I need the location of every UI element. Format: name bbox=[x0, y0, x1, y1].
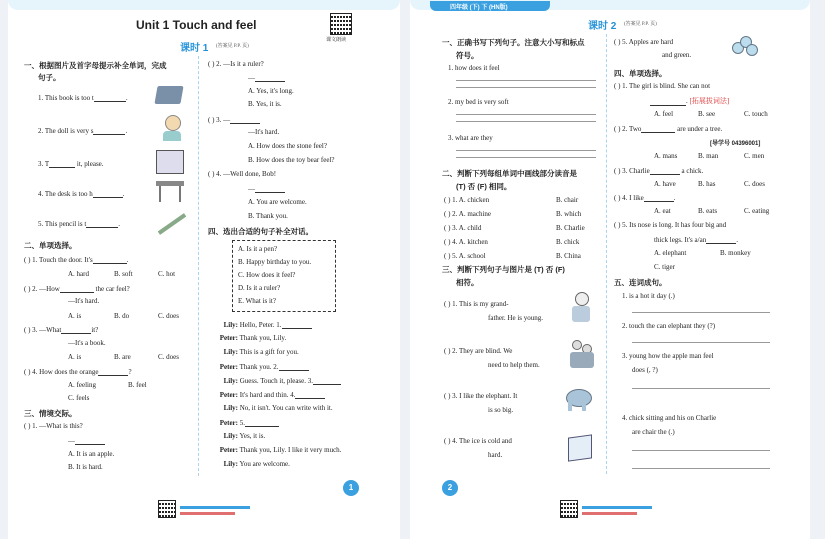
dialog-line: Lily: Guess. Touch it, please. 3. bbox=[208, 376, 341, 385]
box-item: A. Is it a pen? bbox=[238, 245, 278, 253]
sec2-q1: ( ) 1. Touch the door. It's . bbox=[24, 256, 129, 264]
col2-q4: ( ) 4. —Well done, Bob! bbox=[208, 170, 277, 178]
word-order-item: does (, ?) bbox=[632, 366, 658, 374]
option: C. eating bbox=[744, 207, 770, 215]
choice-q2: ( ) 2. Two are under a tree. bbox=[614, 125, 723, 133]
writing-line bbox=[456, 80, 596, 81]
desk-picture-icon bbox=[156, 181, 184, 203]
dialog-line: Peter: Thank you. 2. bbox=[208, 362, 309, 371]
sec2-title: 二、判断下列每组单词中画线部分读音是 bbox=[442, 169, 577, 178]
judge-item: is so big. bbox=[488, 406, 514, 414]
dialog-line: Peter: Thank you, Lily. bbox=[219, 334, 287, 342]
dialog-line: Lily: Hello, Peter. 1. bbox=[208, 320, 312, 329]
choice-q3: ( ) 3. Charlie a chick. bbox=[614, 167, 704, 175]
option: A. Yes, it's long. bbox=[248, 87, 294, 95]
answer-line: — bbox=[68, 436, 105, 445]
elephant-picture-icon bbox=[566, 389, 594, 411]
footer-bar bbox=[582, 506, 652, 509]
sec2-q3: ( ) 3. —What it? bbox=[24, 326, 99, 334]
choice-q1-tag: . [拓展拔词法] bbox=[650, 96, 729, 106]
sec2-q2: ( ) 2. —How the car feel? bbox=[24, 285, 130, 293]
option: C. touch bbox=[744, 110, 768, 118]
box-item: E. What is it? bbox=[238, 297, 276, 305]
choice-q1: ( ) 1. The girl is blind. She can not bbox=[614, 82, 711, 90]
sec1-item: 5. This pencil is t . bbox=[38, 220, 121, 228]
word-order-item: 1. is a hot it day (.) bbox=[622, 292, 675, 300]
option: C. does bbox=[158, 353, 179, 361]
option: B. Yes, it is. bbox=[248, 100, 282, 108]
word-order-item: are chair the (.) bbox=[632, 428, 675, 436]
unit-title: Unit 1 Touch and feel bbox=[136, 18, 257, 32]
option: C. hot bbox=[158, 270, 176, 278]
lesson-hint: (答案见 P.P. 页) bbox=[216, 44, 249, 49]
writing-line bbox=[632, 312, 770, 313]
sec2-title: 二、单项选择。 bbox=[24, 241, 77, 250]
sec1-item: 3. T it, please. bbox=[38, 160, 104, 168]
word-order-item: 4. chick sitting and his on Charlie bbox=[622, 414, 717, 422]
book-picture-icon bbox=[154, 86, 183, 104]
page-number: 1 bbox=[343, 480, 359, 496]
judge-item: ( ) 3. I like the elephant. It bbox=[444, 392, 518, 400]
writing-line bbox=[632, 450, 770, 451]
sec1-title: 一、根据图片及首字母提示补全单词，完成 bbox=[24, 61, 167, 70]
sec1-title2: 符号。 bbox=[456, 51, 479, 60]
header-badge: 四年级 (下) 下 (HN版) bbox=[450, 5, 508, 11]
option: B. feel bbox=[128, 381, 147, 389]
phonics-option: B. chair bbox=[556, 196, 579, 204]
pencil-picture-icon bbox=[158, 213, 187, 235]
sec2-q4: ( ) 4. How does the orange ? bbox=[24, 368, 132, 376]
sec4-title: 四、单项选择。 bbox=[614, 69, 667, 78]
writing-line bbox=[456, 114, 596, 115]
option: A. feel bbox=[654, 110, 674, 118]
option: B. Thank you. bbox=[248, 212, 288, 220]
sec3-q1: ( ) 1. —What is this? bbox=[24, 422, 83, 430]
option: A. eat bbox=[654, 207, 671, 215]
lesson-hint: (答案见 P.P. 页) bbox=[624, 22, 657, 27]
judge-item: ( ) 5. Apples are hard bbox=[614, 38, 674, 46]
sec1-item: 1. This book is too t . bbox=[38, 94, 128, 102]
dialog-line: Peter: 5. bbox=[208, 418, 279, 427]
col2-q3: ( ) 3. — bbox=[208, 115, 260, 124]
sec3-title2: 相符。 bbox=[456, 278, 479, 287]
grandfather-picture-icon bbox=[572, 292, 590, 322]
phonics-option: B. which bbox=[556, 210, 582, 218]
sec4-title: 四、选出合适的句子补全对话。 bbox=[208, 227, 313, 236]
phonics-option: B. Charlie bbox=[556, 224, 585, 232]
option: B. has bbox=[698, 180, 716, 188]
header-wave bbox=[8, 0, 400, 10]
writing-line bbox=[456, 150, 596, 151]
option: B. monkey bbox=[720, 249, 751, 257]
answer-line: — bbox=[248, 184, 285, 193]
col2-q2: ( ) 2. —Is it a ruler? bbox=[208, 60, 264, 68]
box-item: B. Happy birthday to you. bbox=[238, 258, 312, 266]
footer-qr-icon bbox=[560, 500, 578, 518]
writing-line bbox=[456, 121, 596, 122]
answer-line: —It's a book. bbox=[68, 339, 106, 347]
sec1-title2: 句子。 bbox=[38, 73, 61, 82]
sec1-item: 1. how does it feel bbox=[448, 64, 500, 72]
judge-item: hard. bbox=[488, 451, 503, 459]
box-item: D. Is it a ruler? bbox=[238, 284, 281, 292]
option: C. does bbox=[158, 312, 179, 320]
dialog-line: Lily: Yes, it is. bbox=[223, 432, 266, 440]
sec1-item: 4. The desk is too h . bbox=[38, 190, 125, 198]
writing-line bbox=[632, 342, 770, 343]
option: A. You are welcome. bbox=[248, 198, 307, 206]
dialog-line: Peter: Thank you, Lily. I like it very much. bbox=[219, 446, 342, 454]
lesson-title: 课时 2 bbox=[588, 21, 617, 32]
option: B. see bbox=[698, 110, 716, 118]
option: A. hard bbox=[68, 270, 89, 278]
footer-qr-icon bbox=[158, 500, 176, 518]
sec1-item: 2. my bed is very soft bbox=[448, 98, 509, 106]
judge-item: ( ) 4. The ice is cold and bbox=[444, 437, 512, 445]
option: C. feels bbox=[68, 394, 90, 402]
option: B. How does the toy bear feel? bbox=[248, 156, 335, 164]
sec1-title: 一、正确书写下列句子。注意大小写和标点 bbox=[442, 38, 585, 47]
writing-line bbox=[456, 87, 596, 88]
column-divider bbox=[606, 34, 607, 474]
option: A. mans bbox=[654, 152, 678, 160]
judge-item: need to help them. bbox=[488, 361, 540, 369]
sec1-item: 2. The doll is very s . bbox=[38, 127, 128, 135]
word-order-item: 2. touch the can elephant they (?) bbox=[622, 322, 716, 330]
blind-people-picture-icon bbox=[570, 340, 594, 370]
option: A. elephant bbox=[654, 249, 687, 257]
dialog-line: Lily: You are welcome. bbox=[223, 460, 290, 468]
phonics-row: ( ) 2. A. machine bbox=[444, 210, 492, 218]
answer-line: —It's hard. bbox=[248, 128, 280, 136]
sec2-title2: (T) 否 (F) 相同。 bbox=[456, 182, 512, 191]
dialog-line: Lily: This is a gift for you. bbox=[223, 348, 299, 356]
phonics-row: ( ) 3. A. child bbox=[444, 224, 482, 232]
option: A. How does the stone feel? bbox=[248, 142, 327, 150]
footer-bar bbox=[582, 512, 637, 515]
left-page bbox=[8, 0, 400, 539]
option: A. It is an apple. bbox=[68, 450, 115, 458]
lesson-title: 课时 1 bbox=[180, 43, 209, 54]
ice-cube-picture-icon bbox=[568, 434, 592, 461]
writing-line bbox=[632, 388, 770, 389]
doll-picture-icon bbox=[163, 115, 181, 141]
word-order-item: 3. young how the apple man feel bbox=[622, 352, 714, 360]
judge-item: and green. bbox=[662, 51, 692, 59]
sec3-title: 三、情境交际。 bbox=[24, 409, 77, 418]
phonics-row: ( ) 5. A. school bbox=[444, 252, 486, 260]
option: B. man bbox=[698, 152, 719, 160]
option: B. are bbox=[114, 353, 131, 361]
phonics-option: B. chick bbox=[556, 238, 580, 246]
dialog-line: Lily: No, it isn't. You can write with it. bbox=[223, 404, 333, 412]
guide-number-tag: [导学号 04396001] bbox=[710, 141, 761, 147]
qr-code-icon bbox=[330, 13, 352, 35]
touch-picture-icon bbox=[156, 150, 184, 174]
qr-caption: 课文朗读 bbox=[326, 37, 347, 43]
option: A. is bbox=[68, 353, 82, 361]
option: C. men bbox=[744, 152, 765, 160]
judge-item: ( ) 1. This is my grand- bbox=[444, 300, 509, 308]
sec5-title: 五、连词成句。 bbox=[614, 278, 667, 287]
choice-q5: ( ) 5. Its nose is long. It has four big and bbox=[614, 221, 727, 229]
phonics-row: ( ) 4. A. kitchen bbox=[444, 238, 488, 246]
sec1-item: 3. what are they bbox=[448, 134, 493, 142]
choice-q5-line2: thick legs. It's a/an . bbox=[654, 236, 738, 244]
dialog-line: Peter: It's hard and thin. 4. bbox=[208, 390, 325, 399]
option: A. is bbox=[68, 312, 82, 320]
option: B. do bbox=[114, 312, 130, 320]
option: B. soft bbox=[114, 270, 133, 278]
phonics-row: ( ) 1. A. chicken bbox=[444, 196, 490, 204]
phonics-option: B. China bbox=[556, 252, 581, 260]
footer-bar bbox=[180, 506, 250, 509]
footer-bar bbox=[180, 512, 235, 515]
option: C. does bbox=[744, 180, 765, 188]
writing-line bbox=[632, 468, 770, 469]
choice-q4: ( ) 4. I like . bbox=[614, 194, 676, 202]
judge-item: ( ) 2. They are blind. We bbox=[444, 347, 513, 355]
sec3-title: 三、判断下列句子与图片是 (T) 否 (F) bbox=[442, 265, 565, 274]
answer-line: — bbox=[248, 73, 285, 82]
judge-item: father. He is young. bbox=[488, 314, 544, 322]
box-item: C. How does it feel? bbox=[238, 271, 296, 279]
page-number: 2 bbox=[442, 480, 458, 496]
option: B. It is hard. bbox=[68, 463, 103, 471]
column-divider bbox=[198, 56, 199, 476]
option: C. tiger bbox=[654, 263, 675, 271]
apples-picture-icon bbox=[732, 36, 758, 56]
writing-line bbox=[456, 157, 596, 158]
option: B. eats bbox=[698, 207, 718, 215]
answer-line: —It's hard. bbox=[68, 297, 100, 305]
right-page bbox=[410, 0, 810, 539]
option: A. have bbox=[654, 180, 676, 188]
option: A. feeling bbox=[68, 381, 96, 389]
